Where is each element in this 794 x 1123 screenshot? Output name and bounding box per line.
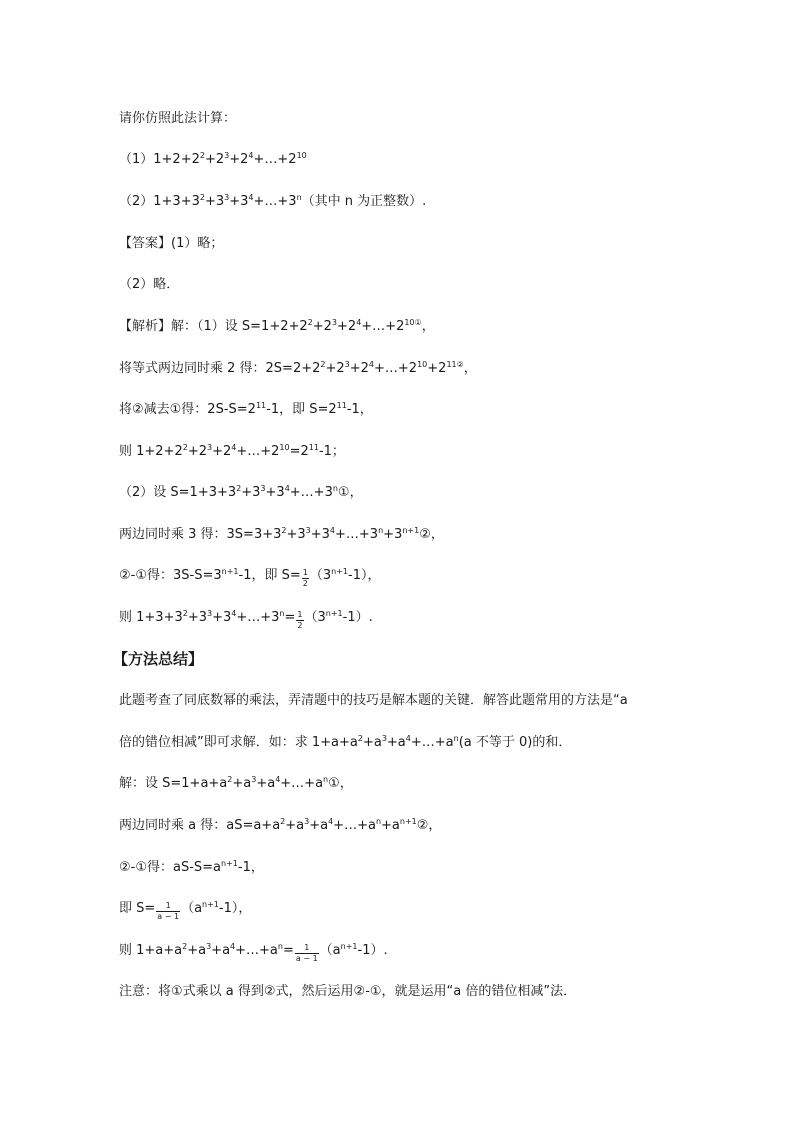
text-run: +…+2 <box>374 361 418 376</box>
text-run: -1，即 S= <box>238 568 301 583</box>
text-run: -1，即 S=2 <box>266 402 337 417</box>
text-run: 即 S= <box>119 901 156 916</box>
superscript: 2 <box>182 609 188 618</box>
superscript: 3 <box>344 360 350 369</box>
superscript: 11 <box>336 401 347 410</box>
text-run: （3 <box>304 610 326 625</box>
text-run: +a <box>232 776 252 791</box>
text-line <box>119 360 477 378</box>
text-run: +…+2 <box>361 319 405 334</box>
text-run: +3 <box>310 527 330 542</box>
text-run: 倍的错位相减”即可求解．如：求 1+a+a <box>119 735 358 750</box>
text-run: 【解析】解：（1）设 S=1+2+2 <box>119 319 308 334</box>
text-run: -1）， <box>218 901 252 916</box>
superscript: n+1 <box>331 567 349 576</box>
fraction <box>302 568 309 589</box>
superscript: 10① <box>404 318 422 327</box>
fraction-denominator: 2 <box>302 579 308 588</box>
text-run: 此题考查了同底数幂的乘法，弄清题中的技巧是解本题的关键．解答此题常用的方法是“a <box>119 693 628 708</box>
text-run: （2）设 S=1+3+3 <box>119 485 237 500</box>
text-run: +…+a <box>410 735 454 750</box>
superscript: n+1 <box>399 817 417 826</box>
text-run: ②-①得：3S-S=3 <box>119 568 222 583</box>
text-run: 请你仿照此法计算： <box>119 111 237 126</box>
text-run: ， <box>421 319 435 334</box>
superscript: 3 <box>331 318 338 327</box>
text-run: +a <box>362 735 382 750</box>
superscript: 4 <box>368 360 375 369</box>
fraction-numerator: 1 <box>302 568 308 577</box>
text-run: 两边同时乘 a 得：aS=a+a <box>119 818 281 833</box>
text-line <box>119 110 236 128</box>
text-run: +a <box>187 943 207 958</box>
text-run: = <box>284 610 296 625</box>
superscript: n+1 <box>202 900 219 909</box>
superscript: 4 <box>405 734 411 743</box>
text-line <box>119 151 307 169</box>
text-run: +…+3 <box>335 527 379 542</box>
text-run: 将等式两边同时乘 2 得：2S=2+2 <box>119 361 321 376</box>
text-line <box>119 900 251 922</box>
text-run: =2 <box>289 444 309 459</box>
text-run: ②， <box>416 818 442 833</box>
fraction-denominator: a − 1 <box>295 954 318 963</box>
text-line <box>119 193 426 211</box>
text-run: （a <box>319 943 341 958</box>
text-line <box>119 775 353 793</box>
superscript: n <box>378 526 384 535</box>
superscript: 4 <box>284 484 290 493</box>
section-heading <box>113 650 203 668</box>
text-run: +a <box>309 818 329 833</box>
superscript: 2 <box>182 942 188 951</box>
text-line <box>119 401 373 419</box>
superscript: n <box>296 193 302 202</box>
text-run: （1）1+2+2 <box>119 152 200 167</box>
fraction <box>295 943 319 964</box>
superscript: n <box>279 609 285 618</box>
text-run: +2 <box>337 319 357 334</box>
fraction-numerator: 1 <box>297 610 303 619</box>
text-line <box>119 817 441 835</box>
text-line <box>119 235 223 253</box>
text-run: +2 <box>427 361 447 376</box>
fraction-denominator: 2 <box>297 621 303 630</box>
superscript: n+1 <box>221 859 238 868</box>
superscript: n <box>375 817 382 826</box>
text-line <box>119 942 388 964</box>
text-run: -1； <box>318 444 345 459</box>
text-run: +2 <box>349 361 369 376</box>
text-run: 【方法总结】 <box>113 650 204 668</box>
text-run: +…+2 <box>253 152 297 167</box>
superscript: 3 <box>224 193 230 202</box>
superscript: 4 <box>275 775 281 784</box>
text-run: （其中 n 为正整数）. <box>301 194 427 209</box>
text-run: +3 <box>229 194 249 209</box>
fraction-numerator: 1 <box>295 943 319 954</box>
text-line <box>119 276 179 294</box>
text-run: +3 <box>265 485 285 500</box>
text-run: ②-①得：aS-S=a <box>119 860 222 875</box>
superscript: 3 <box>207 443 213 452</box>
text-run: +…+2 <box>236 444 280 459</box>
superscript: 3 <box>381 734 387 743</box>
text-run: -1， <box>237 860 264 875</box>
text-run: 则 1+2+2 <box>119 444 183 459</box>
text-run: ， <box>463 361 477 376</box>
superscript: 2 <box>199 151 205 160</box>
text-run: （2）1+3+3 <box>119 194 200 209</box>
superscript: 3 <box>305 526 311 535</box>
text-run: +2 <box>229 152 249 167</box>
superscript: 2 <box>280 817 286 826</box>
text-run: +…+a <box>333 818 376 833</box>
text-run: +…+a <box>235 943 278 958</box>
superscript: 4 <box>248 151 254 160</box>
text-run: +a <box>386 735 406 750</box>
text-run: -1）， <box>348 568 381 583</box>
superscript: 4 <box>328 817 334 826</box>
text-run: +…+a <box>280 776 324 791</box>
text-run: +a <box>256 776 276 791</box>
text-run: +3 <box>286 527 306 542</box>
text-run: 解：设 S=1+a+a <box>119 776 228 791</box>
superscript: 10 <box>417 360 428 369</box>
superscript: 3 <box>251 775 257 784</box>
fraction <box>156 901 180 922</box>
superscript: n <box>453 734 459 743</box>
text-run: -1）. <box>342 610 373 625</box>
text-run: = <box>282 943 294 958</box>
superscript: 3 <box>206 942 212 951</box>
text-run: +…+3 <box>289 485 333 500</box>
text-run: ②， <box>419 527 444 542</box>
superscript: 11 <box>255 401 267 410</box>
text-line <box>119 692 628 710</box>
fraction-denominator: a − 1 <box>157 912 180 921</box>
fraction-numerator: 1 <box>156 901 180 912</box>
superscript: 3 <box>207 609 213 618</box>
text-run: +a <box>211 943 231 958</box>
text-run: +3 <box>241 485 261 500</box>
text-run: +2 <box>187 444 207 459</box>
superscript: 11 <box>308 443 319 452</box>
superscript: n <box>277 942 283 951</box>
fraction <box>296 610 303 631</box>
text-run: ①， <box>337 485 363 500</box>
text-run: ①， <box>328 776 353 791</box>
text-run: +…+3 <box>253 194 297 209</box>
text-run: +a <box>285 818 305 833</box>
text-run: +2 <box>204 152 225 167</box>
superscript: 2 <box>320 360 326 369</box>
superscript: n <box>332 484 338 493</box>
superscript: 4 <box>329 526 336 535</box>
text-run: (a 不等于 0)的和． <box>458 735 572 750</box>
superscript: 10 <box>296 151 307 160</box>
text-run: +…+3 <box>236 610 280 625</box>
text-run: -1， <box>346 402 373 417</box>
text-line <box>119 443 345 461</box>
text-run: +a <box>381 818 400 833</box>
text-run: 两边同时乘 3 得：3S=3+3 <box>119 527 282 542</box>
superscript: 3 <box>260 484 266 493</box>
text-line <box>119 484 363 502</box>
text-run: +3 <box>383 527 403 542</box>
text-run: +3 <box>212 610 232 625</box>
text-run: +2 <box>325 361 345 376</box>
text-run: 将②减去①得：2S-S=2 <box>119 402 256 417</box>
text-run: （a <box>181 901 203 916</box>
superscript: 4 <box>230 942 236 951</box>
superscript: 2 <box>199 193 205 202</box>
text-run: 【答案】(1）略； <box>119 236 224 251</box>
text-run: 注意：将①式乘以 a 得到②式，然后运用②-①，就是运用“a 倍的错位相减”法． <box>119 984 577 999</box>
superscript: 2 <box>236 484 242 493</box>
text-run: +2 <box>312 319 332 334</box>
text-line <box>119 983 576 1001</box>
superscript: 4 <box>231 443 237 452</box>
superscript: 2 <box>227 775 233 784</box>
text-line <box>119 734 571 752</box>
superscript: 4 <box>231 609 237 618</box>
superscript: 3 <box>304 817 310 826</box>
text-line <box>119 567 380 589</box>
superscript: 10 <box>279 443 290 452</box>
text-line <box>119 526 444 544</box>
superscript: 2 <box>307 318 313 327</box>
text-run: +2 <box>212 444 232 459</box>
superscript: 2 <box>281 526 287 535</box>
text-run: +3 <box>187 610 207 625</box>
superscript: 2 <box>182 443 188 452</box>
text-run: 则 1+3+3 <box>119 610 183 625</box>
superscript: n+1 <box>325 609 343 618</box>
text-line <box>119 609 373 631</box>
text-line <box>119 318 435 336</box>
superscript: 3 <box>224 151 230 160</box>
text-run: （3 <box>309 568 332 583</box>
superscript: 11② <box>446 360 464 369</box>
superscript: n+1 <box>221 567 239 576</box>
superscript: n+1 <box>340 942 358 951</box>
text-run: （2）略． <box>119 277 180 292</box>
superscript: n <box>323 775 329 784</box>
text-run: 则 1+a+a <box>119 943 183 958</box>
text-run: -1）. <box>357 943 388 958</box>
superscript: n+1 <box>402 526 420 535</box>
superscript: 4 <box>356 318 362 327</box>
superscript: 4 <box>248 193 254 202</box>
text-line <box>119 859 264 877</box>
superscript: 2 <box>357 734 363 743</box>
text-run: +3 <box>204 194 225 209</box>
